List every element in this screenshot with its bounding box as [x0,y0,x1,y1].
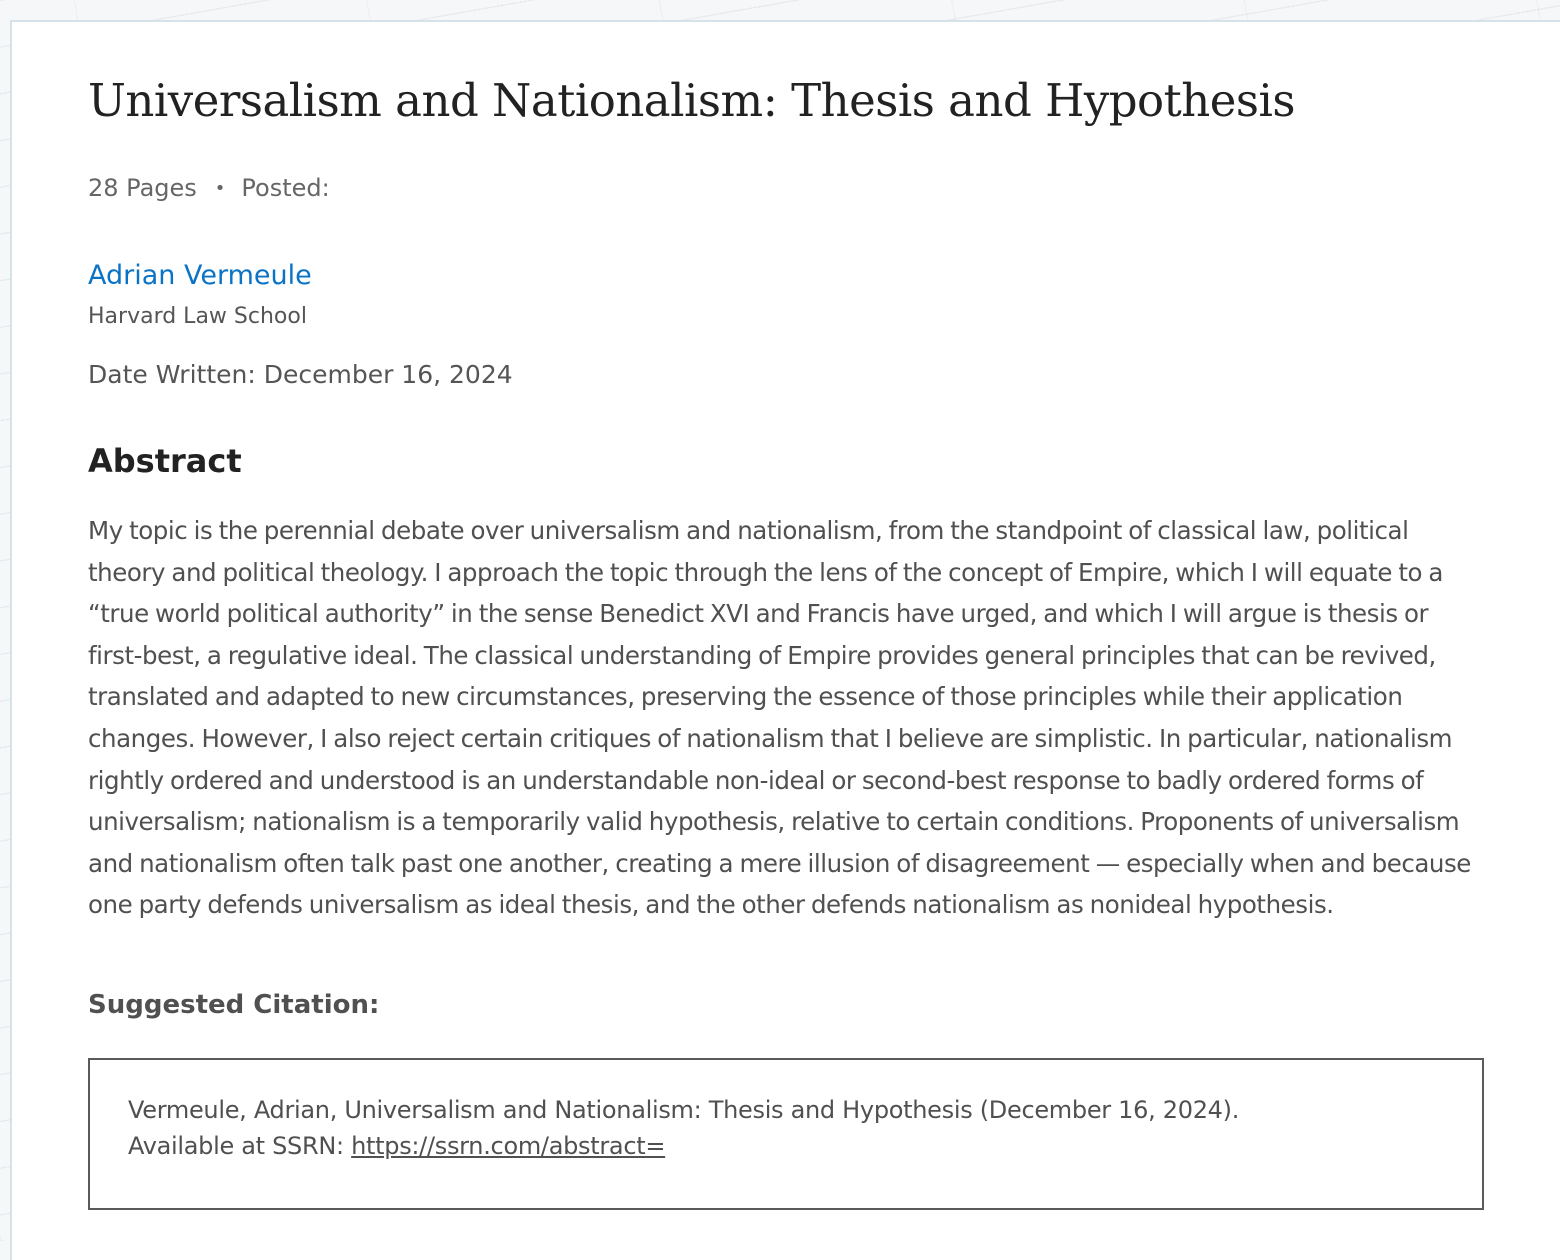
paper-title: Universalism and Nationalism: Thesis and Hypothesis [88,74,1295,127]
citation-box [88,1058,1484,1210]
citation-text [128,1092,1239,1164]
abstract-text: My topic is the perennial debate over universalism and nationalism, from the standpoint of classical law, political theory and political theology. I approach the topic through the lens of the concept of Empire, which I will equate to a “true world political authority” in the sense Benedict XVI and Francis have urged, and which I will argue is thesis or first-best, a regulative ideal. The classical understanding of Empire provides general principles that can be revived, translated and adapted to new circumstances, preserving the essence of those principles while their application changes. However, I also reject certain critiques of nationalism that I believe are simplistic. In particular, nationalism rightly ordered and understood is an understandable non-ideal or second-best response to badly ordered forms of universalism; nationalism is a temporarily valid hypothesis, relative to certain conditions. Proponents of universalism and nationalism often talk past one another, creating a mere illusion of disagreement — especially when and because one party defends universalism as ideal thesis, and the other defends nationalism as nonideal hypothesis. [88,516,1471,920]
abstract-heading: Abstract [88,442,242,480]
paper-page [10,20,1560,1260]
suggested-citation-heading: Suggested Citation: [88,990,380,1020]
posted-label: Posted: [241,174,330,202]
citation-line: Vermeule, Adrian, Universalism and Nationalism: Thesis and Hypothesis (December 16, 2024). [128,1096,1240,1124]
citation-prefix: Available at SSRN: [128,1132,352,1160]
meta-separator: • [214,178,226,199]
citation-availability [128,1128,1239,1164]
date-written: Date Written: December 16, 2024 [88,360,513,389]
author-affiliation: Harvard Law School [88,304,307,329]
page-count: 28 Pages [88,174,197,202]
paper-meta [88,174,330,202]
ssrn-abstract-link[interactable]: https://ssrn.com/abstract= [351,1132,666,1160]
author-link[interactable]: Adrian Vermeule [88,260,312,291]
